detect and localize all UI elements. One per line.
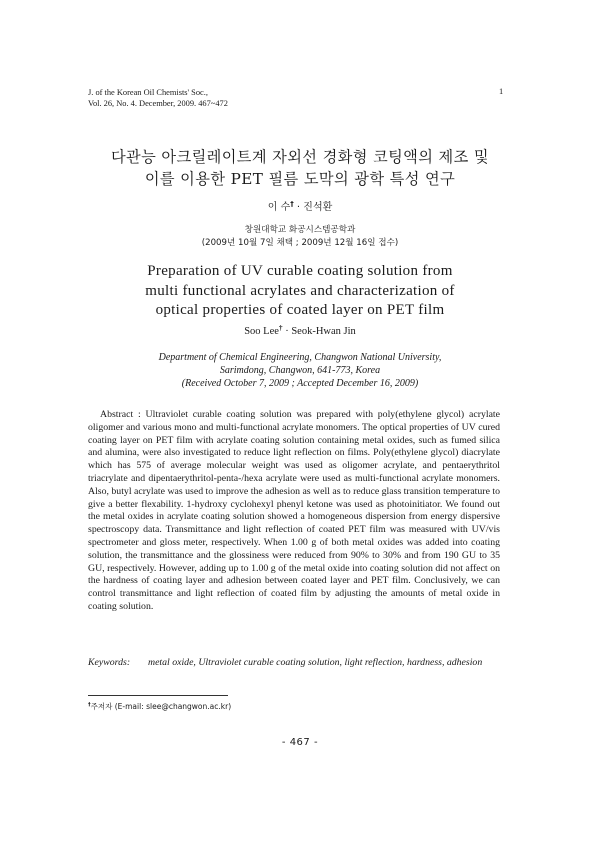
- english-affiliation: [0, 351, 600, 390]
- keywords-label: Keywords:: [88, 657, 131, 668]
- korean-author-1: 이 수: [267, 202, 291, 213]
- footnote-mark: †: [88, 702, 91, 709]
- footnote-divider: [88, 695, 228, 696]
- footnote: [88, 701, 231, 712]
- keywords-text: metal oxide, Ultraviolet curable coating solution, light reflection, hardness, adhesion: [148, 657, 483, 668]
- english-dates: (Received October 7, 2009 ; Accepted December 16, 2009): [181, 378, 419, 389]
- korean-title-line-2: 이를 이용한 PET 필름 도막의 광학 특성 연구: [144, 170, 456, 188]
- english-title: [0, 262, 600, 321]
- abstract-label: Abstract: [100, 409, 134, 420]
- korean-authors: [0, 198, 600, 213]
- page-number-bottom: - 467 -: [281, 737, 319, 748]
- english-title-line-3: optical properties of coated layer on PET film: [155, 302, 445, 318]
- english-address: Sarimdong, Changwon, 641-773, Korea: [219, 365, 381, 376]
- abstract-separator: :: [133, 409, 146, 420]
- english-author-2: Seok-Hwan Jin: [291, 326, 356, 337]
- english-title-line-2: multi functional acrylates and characterization of: [145, 282, 455, 299]
- abstract-text: Ultraviolet curable coating solution was prepared with poly(ethylene glycol) acrylate oligomer and various mono and multi-functional acrylate monomers. The optical properties of UV cured coating layer on PET film with acrylate coating solution containing metal oxides, such as fumed silica and alumina, were also investigated to reduce light reflection on films. Poly(ethylene glycol) diacrylate which has 575 of average molecular weight was used as oligomer acrylate, and pentaerythritol triacrylate and dipentaerythritol-penta-/hexa acrylate were used as multi-functional acrylate monomers. Also, butyl acrylate was used to improve the adhesion as well as to reduce glass transition temperature to give a better flexability. 1-hydroxy cyclohexyl phenyl ketone was used as photoinitiator. We found out the metal oxides in acrylate coating solution showed a homogeneous dispersion from energy dispersive spectroscopy data. Transmittance and light reflection of coated PET film was measured with UV/vis spectrometer and gloss meter, respectively. When 1.00 g of both metal oxides was added into coating solution, the transmittance and the glossiness were reduced from 90% to 30% and from 190 GU to 35 GU, respectively. However, adding up to 1.00 g of the metal oxide into coating solution did not affect on the hardness of coating layer and adhesion between coated layer and PET film. Conclusively, we can control transmittance and light reflection of coated film by adjusting the amounts of metal oxide in coating solution.: [88, 409, 501, 612]
- english-authors: [0, 322, 600, 337]
- corresponding-author-mark: †: [278, 322, 283, 332]
- footnote-text: 주저자 (E-mail: slee@changwon.ac.kr): [90, 702, 232, 711]
- journal-name: J. of the Korean Oil Chemists' Soc.,: [88, 88, 208, 97]
- author-separator: ·: [282, 326, 292, 337]
- journal-volume: Vol. 26, No. 4. December, 2009. 467~472: [88, 99, 228, 108]
- english-author-1: Soo Lee: [244, 326, 279, 337]
- korean-department: 창원대학교 화공시스템공학과: [244, 225, 356, 235]
- author-separator: ·: [293, 202, 304, 213]
- english-department: Department of Chemical Engineering, Changwon National University,: [158, 352, 442, 363]
- korean-dates: (2009년 10월 7일 채택 ; 2009년 12월 16일 접수): [201, 238, 399, 248]
- korean-affiliation: [0, 224, 600, 250]
- corresponding-author-mark: †: [290, 200, 294, 209]
- korean-author-2: 진석환: [303, 202, 333, 213]
- journal-citation: [88, 87, 228, 109]
- page-number-top: 1: [499, 87, 504, 96]
- korean-title: [0, 146, 600, 190]
- keywords: [88, 657, 500, 670]
- english-title-line-1: Preparation of UV curable coating solution from: [147, 263, 453, 279]
- abstract: [88, 409, 500, 614]
- korean-title-line-1: 다관능 아크릴레이트계 자외선 경화형 코팅액의 제조 및: [110, 148, 489, 166]
